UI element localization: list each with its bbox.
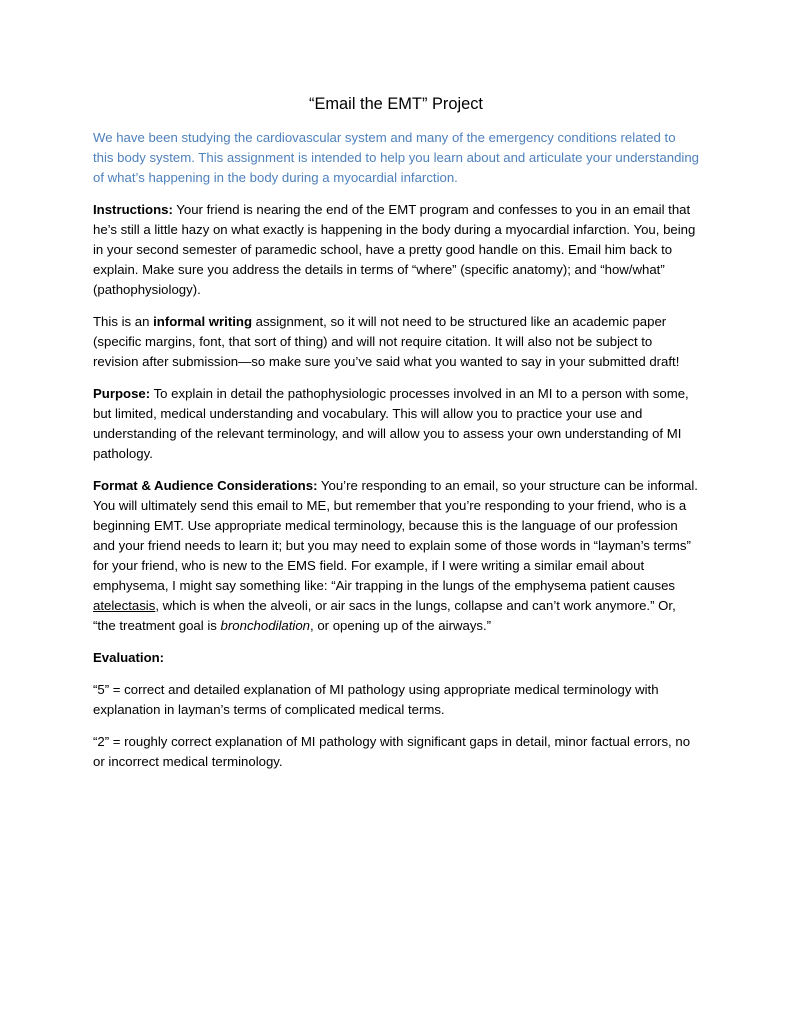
evaluation-heading: Evaluation:	[93, 650, 165, 665]
instructions-paragraph	[93, 200, 699, 300]
purpose-label: Purpose:	[93, 386, 151, 401]
page-title: “Email the EMT” Project	[309, 95, 483, 113]
instructions-label: Instructions:	[93, 202, 173, 217]
atelectasis-term: atelectasis	[93, 598, 156, 613]
purpose-paragraph	[93, 384, 699, 464]
informal-text-before: This is an	[93, 314, 154, 329]
instructions-text: Your friend is nearing the end of the EMT program and confesses to you in an email that he’s still a little hazy on what exactly is happening in the body during a myocardial infarction. You, being in your second semester of paramedic school, have a pretty good handle on this. Email him back to explain. Make sure you address the details in terms of “where” (specific anatomy); and “how/what” (pathophysiology).	[93, 202, 696, 297]
format-text-2: , which is when the alveoli, or air sacs in the lungs, collapse and can’t work anymore.” Or, “the treatment goal is	[93, 598, 676, 633]
format-paragraph	[93, 476, 699, 636]
document-page	[93, 93, 699, 784]
purpose-text: To explain in detail the pathophysiologic processes involved in an MI to a person with some, but limited, medical understanding and vocabulary. This will allow you to practice your use and understanding of the relevant terminology, and will allow you to assess your own understanding of MI pathology.	[93, 386, 689, 461]
format-label: Format & Audience Considerations:	[93, 478, 318, 493]
informal-writing-emphasis: informal writing	[153, 314, 253, 329]
evaluation-item-2: “2” = roughly correct explanation of MI pathology with significant gaps in detail, minor factual errors, no or incorrect medical terminology.	[93, 734, 691, 769]
format-text-3: , or opening up of the airways.”	[310, 618, 492, 633]
bronchodilation-term: bronchodilation	[220, 618, 310, 633]
intro-paragraph: We have been studying the cardiovascular system and many of the emergency conditions related to this body system. This assignment is intended to help you learn about and articulate your understanding of what’s happening in the body during a myocardial infarction.	[93, 130, 700, 185]
informal-text-after: assignment, so it will not need to be structured like an academic paper (specific margins, font, that sort of thing) and will not require citation. It will also not be subject to revision after submission—so make sure you’ve said what you wanted to say in your submitted draft!	[93, 314, 680, 369]
evaluation-item-5: “5” = correct and detailed explanation of MI pathology using appropriate medical terminology with explanation in layman’s terms of complicated medical terms.	[93, 682, 659, 717]
format-text-1: You’re responding to an email, so your structure can be informal. You will ultimately send this email to ME, but remember that you’re responding to your friend, who is a beginning EMT. Use appropriate medical terminology, because this is the language of our profession and your friend needs to learn it; but you may need to explain some of those words in “layman’s terms” for your friend, who is new to the EMS field. For example, if I were writing a similar email about emphysema, I might say something like: “Air trapping in the lungs of the emphysema patient causes	[93, 478, 698, 593]
informal-writing-paragraph	[93, 312, 699, 372]
